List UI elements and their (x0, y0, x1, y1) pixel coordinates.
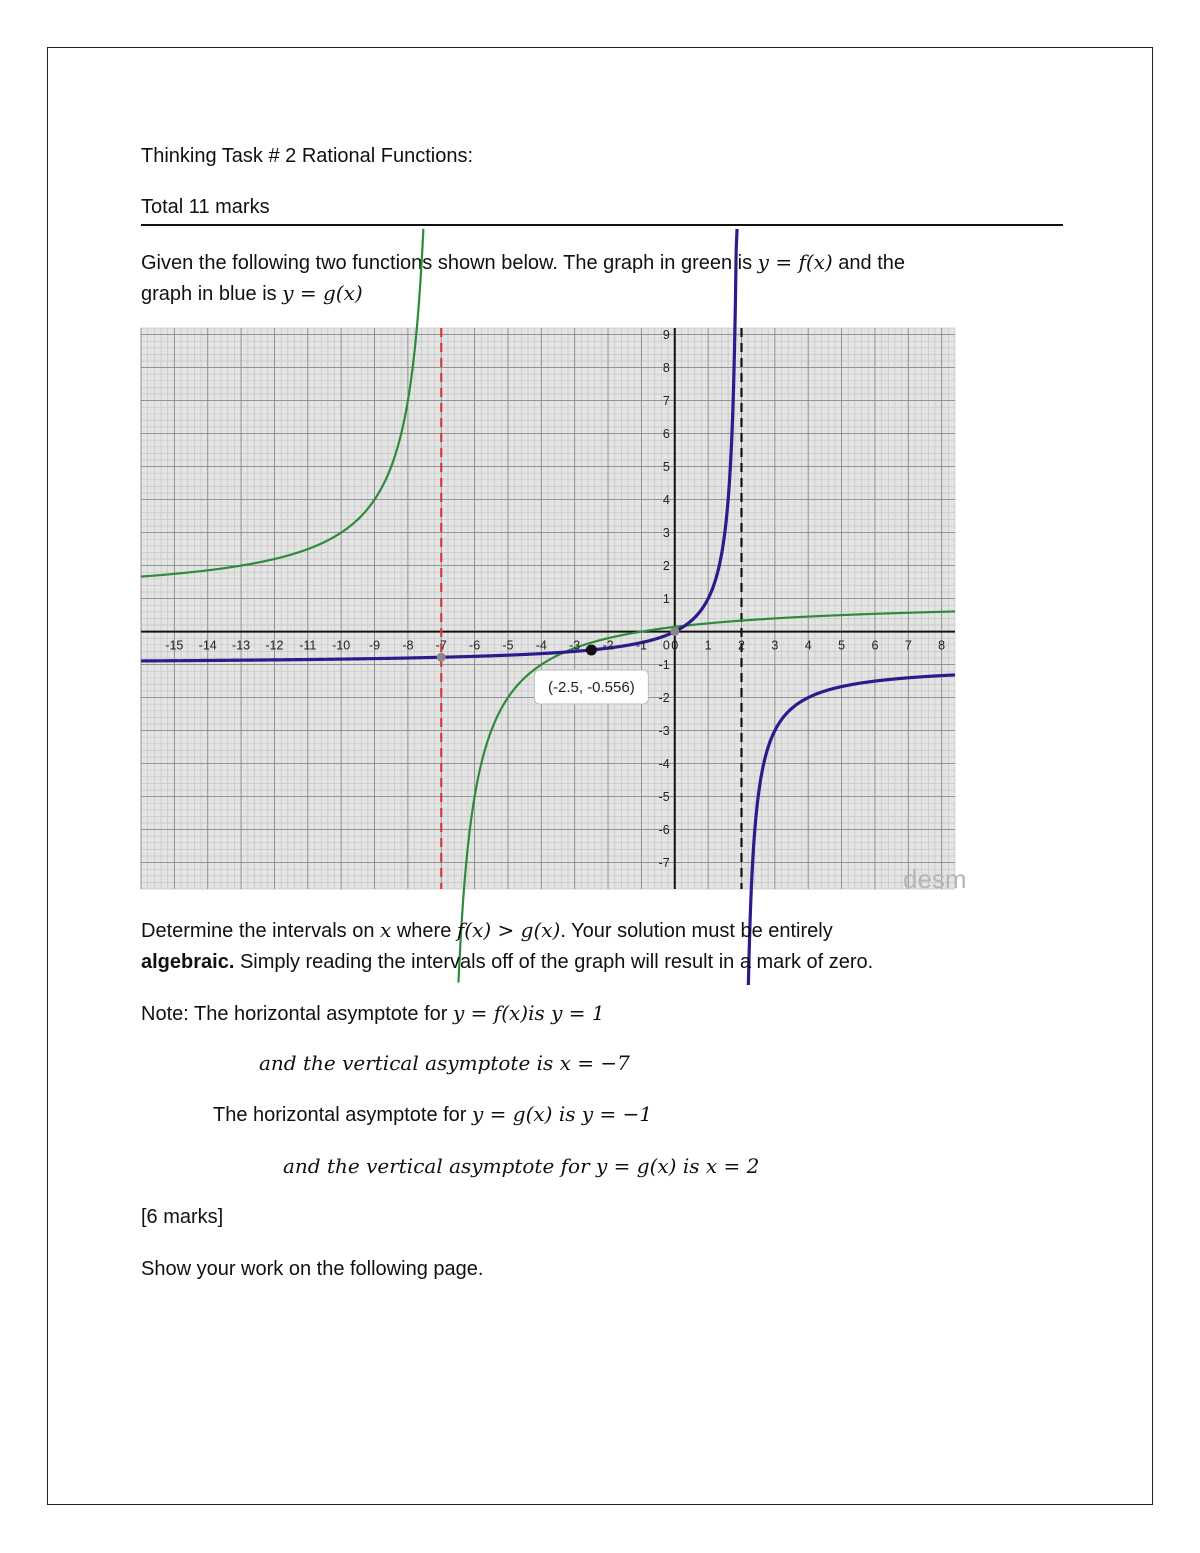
note-text-a: Note: The horizontal asymptote for (141, 1003, 454, 1025)
y-tick-label: 6 (662, 427, 670, 442)
origin-label: 0 (662, 638, 670, 653)
x-tick-label: -15 (165, 638, 184, 653)
x-tick-label: -2 (602, 638, 614, 653)
x-tick-label: -8 (402, 638, 414, 653)
y-tick-label: 9 (662, 328, 670, 343)
y-tick-label: 5 (662, 460, 670, 475)
title-divider (141, 224, 1063, 226)
intro-text-a: Given the following two functions shown below. The graph in green is (141, 252, 758, 274)
point-label-box (534, 670, 648, 704)
y-tick-label: -2 (658, 691, 670, 706)
x-tick-label: 3 (771, 638, 779, 653)
intro-text-b: and the (832, 252, 906, 274)
note-line-1 (141, 1001, 605, 1026)
y-tick-label: 2 (662, 559, 670, 574)
note-math-3: y = g(x) is y = −1 (472, 1102, 653, 1126)
intro-text-c: graph in blue is (141, 283, 283, 305)
graph-point (437, 653, 446, 662)
determine-line-1 (141, 918, 833, 943)
x-tick-label: -14 (198, 638, 217, 653)
note-line-2: and the vertical asymptote is x = −7 (259, 1051, 630, 1075)
x-tick-label: 5 (838, 638, 846, 653)
x-tick-label: 2 (738, 638, 745, 653)
graph-point (670, 627, 679, 636)
determine-text-a: Determine the intervals on (141, 920, 381, 942)
intro-math-f: y = f(x) (757, 250, 833, 274)
x-tick-label: -11 (299, 638, 317, 653)
y-tick-label: 4 (662, 493, 670, 508)
task-title: Thinking Task # 2 Rational Functions: (141, 145, 474, 167)
note-math-1: y = f(x)is y = 1 (453, 1001, 605, 1025)
algebraic-bold: algebraic. (141, 951, 235, 973)
y-tick-label: 1 (662, 592, 670, 607)
determine-math-x: x (380, 918, 392, 942)
determine-text-c: . Your solution must be entirely (560, 920, 833, 942)
y-tick-label: -1 (658, 658, 670, 673)
note-text-b: The horizontal asymptote for (213, 1104, 473, 1126)
x-tick-label: 4 (804, 638, 812, 653)
x-tick-label: -4 (535, 638, 547, 653)
determine-line-2 (141, 951, 873, 974)
x-tick-label: -13 (232, 638, 251, 653)
x-tick-label: -10 (332, 638, 351, 653)
y-tick-label: -3 (658, 724, 670, 739)
y-tick-label: 8 (662, 361, 670, 376)
note-line-3 (213, 1102, 652, 1127)
marks-label: [6 marks] (141, 1206, 224, 1228)
watermark: desm (903, 864, 967, 894)
function-graph (141, 328, 967, 894)
x-tick-label: 7 (904, 638, 912, 653)
point-label: (-2.5, -0.556) (548, 678, 635, 696)
total-marks: Total 11 marks (141, 196, 270, 218)
x-tick-label: -9 (368, 638, 381, 653)
show-work-text: Show your work on the following page. (141, 1258, 484, 1280)
determine-math-ineq: f(x) > g(x) (456, 918, 561, 942)
x-tick-label: -7 (435, 638, 447, 653)
determine-text-d: Simply reading the intervals off of the graph will result in a mark of zero. (234, 951, 874, 973)
x-tick-label: -12 (265, 638, 284, 653)
y-tick-label: -6 (658, 823, 670, 838)
x-tick-label: -6 (469, 638, 481, 653)
y-tick-label: -4 (658, 757, 670, 772)
x-tick-label: 0 (671, 638, 679, 653)
y-tick-label: 3 (662, 526, 670, 541)
determine-text-b: where (391, 920, 457, 942)
graph-point (586, 644, 597, 655)
intro-line-1 (141, 250, 905, 275)
intro-line-2 (141, 281, 363, 306)
x-tick-label: -1 (635, 638, 647, 653)
y-tick-label: -5 (658, 790, 670, 805)
x-tick-label: -3 (569, 638, 581, 653)
intro-math-g: y = g(x) (282, 281, 363, 305)
x-tick-label: -5 (502, 638, 514, 653)
note-line-4: and the vertical asymptote for y = g(x) is x = 2 (283, 1154, 760, 1178)
x-tick-label: 1 (704, 638, 712, 653)
y-tick-label: 7 (662, 394, 670, 409)
y-tick-label: -7 (658, 856, 670, 871)
x-tick-label: 8 (938, 638, 946, 653)
x-tick-label: 6 (871, 638, 879, 653)
